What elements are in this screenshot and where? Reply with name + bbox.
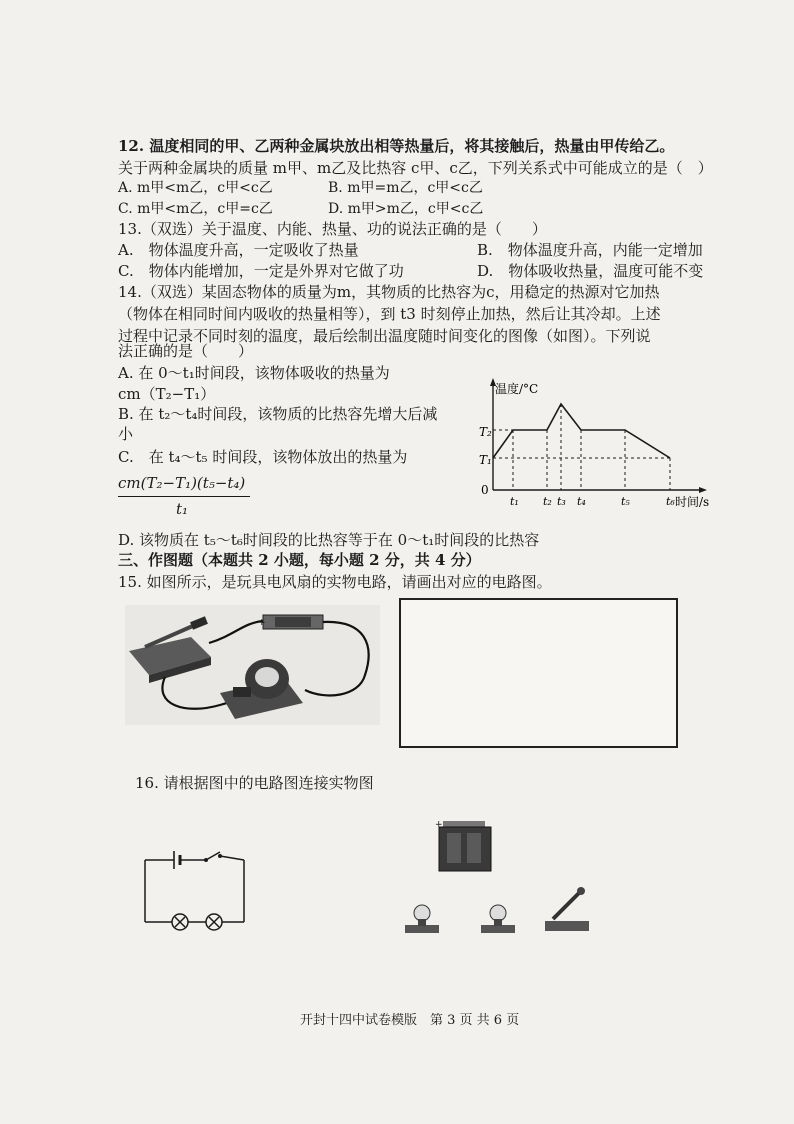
q13-option-c: C. 物体内能增加，一定是外界对它做了功 [118,262,404,280]
page-footer: 开封十四中试卷模版 第 3 页 共 6 页 [300,1013,520,1028]
svg-text:+: + [258,618,266,628]
q13-option-a: A. 物体温度升高，一定吸收了热量 [118,241,359,259]
q14-line2: （物体在相同时间内吸收的热量相等），到 t3 时刻停止加热，然后让其冷却。上述 [118,305,661,323]
x-tick-t1: t₁ [510,495,519,508]
series-circuit-diagram [140,840,260,950]
q14-option-b-line1: B. 在 t₂～t₄时间段，该物质的比热容先增大后减 [118,405,438,423]
q12-option-d: D. m甲>m乙，c甲<c乙 [328,201,484,217]
q12-line1: 12. 温度相同的甲、乙两种金属块放出相等热量后，将其接触后，热量由甲传给乙。 [118,137,675,155]
q12-line2: 关于两种金属块的质量 m甲、m乙及比热容 c甲、c乙，下列关系式中可能成立的是（ ） [118,159,713,177]
y-tick-T1: T₁ [479,453,492,467]
q14-option-d: D. 该物质在 t₅～t₆时间段的比热容等于在 0～t₁时间段的比热容 [118,531,540,549]
q14-line1: 14.（双选）某固态物体的质量为m，其物质的比热容为c，用稳定的热源对它加热 [118,283,660,301]
x-tick-t6: t₆ [666,495,675,508]
q14-option-c: C. 在 t₄～t₅ 时间段，该物体放出的热量为 [118,448,408,466]
y-tick-T2: T₂ [479,425,492,439]
q16-stem: 16. 请根据图中的电路图连接实物图 [135,774,374,792]
dashed-guides [493,404,670,490]
x-tick-t4: t₄ [577,495,586,508]
q12-option-a: A. m甲<m乙，c甲<c乙 [118,180,273,196]
temperature-time-graph [465,372,730,522]
x-axis-arrow [699,487,707,493]
circuit-drawing-answer-box[interactable] [399,598,678,748]
y-axis-label: 温度/°C [495,382,539,396]
x-tick-t3: t₃ [557,495,566,508]
q15-stem: 15. 如图所示，是玩具电风扇的实物电路，请画出对应的电路图。 [118,573,552,591]
q12-option-c: C. m甲<m乙，c甲=c乙 [118,201,273,217]
x-tick-t5: t₅ [621,495,630,508]
q14-option-a-line2: cm（T₂−T₁） [118,385,216,403]
origin-label: 0 [481,483,489,497]
q13-stem: 13.（双选）关于温度、内能、热量、功的说法正确的是（ ） [118,220,547,238]
q13-option-b: B. 物体温度升高，内能一定增加 [477,241,703,259]
q12-option-b: B. m甲=m乙，c甲<c乙 [328,180,483,196]
q14-option-a-line1: A. 在 0～t₁时间段，该物体吸收的热量为 [118,364,390,382]
q13-option-d: D. 物体吸收热量，温度可能不变 [477,262,704,280]
svg-text:+: + [435,820,443,830]
formula-numerator: cm(T₂−T₁)(t₅−t₄) [118,474,246,492]
q14-line3: 过程中记录不同时刻的温度，最后绘制出温度随时间变化的图像（如图）。下列说 [118,327,651,345]
toy-fan-circuit-photo [125,605,380,725]
fraction-bar [118,496,250,497]
q14-option-b-line2: 小 [118,425,134,443]
physical-components-photo [395,815,605,940]
x-axis-label: 时间/s [675,495,710,509]
q14-line4: 法正确的是（ ） [118,342,254,360]
section3-heading: 三、作图题（本题共 2 小题，每小题 2 分，共 4 分） [118,551,481,569]
x-tick-t2: t₂ [543,495,552,508]
formula-denominator: t₁ [176,500,189,518]
